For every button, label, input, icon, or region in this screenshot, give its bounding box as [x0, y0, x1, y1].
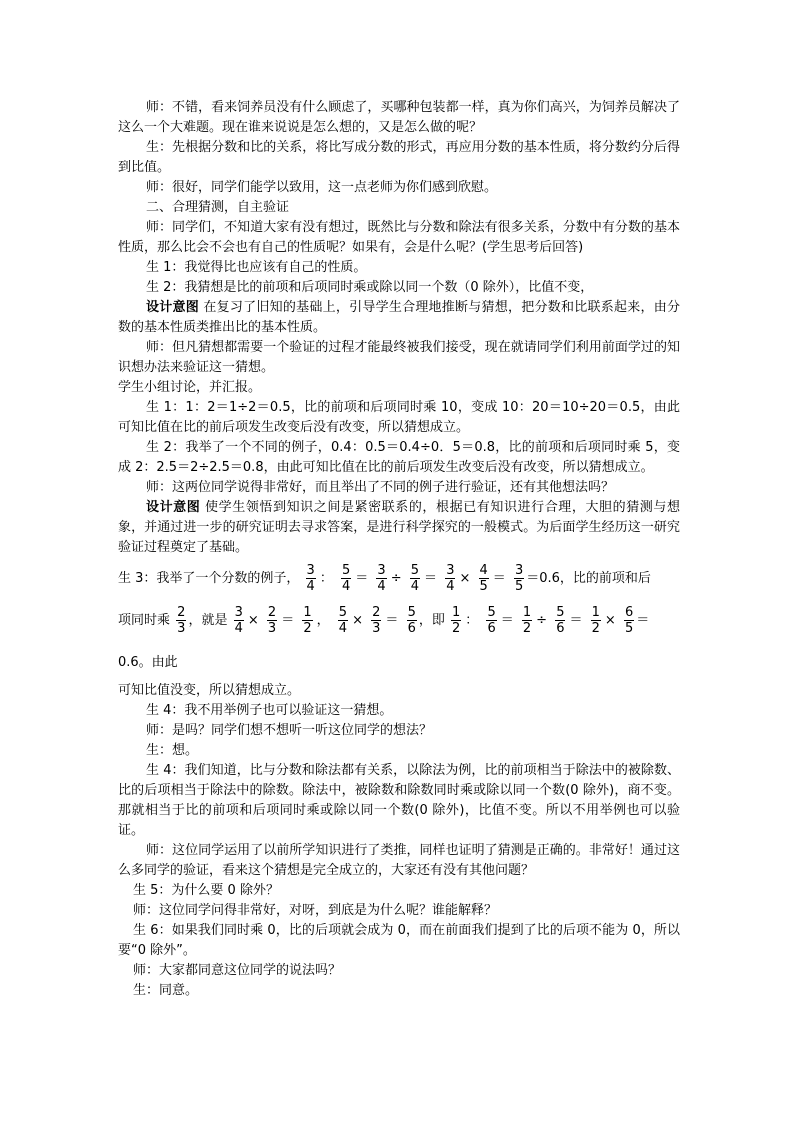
paragraph: 可知比值没变，所以猜想成立。 — [118, 683, 301, 698]
fraction: $\frac{3}{4}$ — [377, 563, 386, 594]
design-intent-paragraph — [118, 298, 680, 338]
fraction: $\frac{1}{2}$ — [303, 605, 312, 636]
design-intent-text: 在复习了旧知的基础上，引导学生合理地推断与猜想，把分数和比联系起来，由分数的基本性质类推出比的基本性质。 — [118, 300, 680, 335]
paragraph: 师：同学们，不知道大家有没有想过，既然比与分数和除法有很多关系，分数中有分数的基本性质，那么比会不会也有自己的性质呢？如果有，会是什么呢？(学生思考后回答) — [118, 220, 680, 255]
fraction: $\frac{5}{6}$ — [407, 605, 416, 636]
paragraph: 生：先根据分数和比的关系，将比写成分数的形式，再应用分数的基本性质，将分数约分后得到比值。 — [118, 140, 680, 175]
paragraph: 生：想。 — [146, 743, 199, 758]
design-intent-text: 使学生领悟到知识之间是紧密联系的，根据已有知识进行合理，大胆的猜测与想象，并通过进一步的研究证明去寻求答案，是进行科学探究的一般模式。为后面学生经历这一研究验证过程奠定了基础。 — [118, 500, 680, 555]
paragraph: 师：但凡猜想都需要一个验证的过程才能最终被我们接受，现在就请同学们利用前面学过的知识想办法来验证这一猜想。 — [118, 340, 680, 375]
paragraph: 师：是吗？同学们想不想听一听这位同学的想法？ — [146, 723, 433, 738]
math-text: ，就是 — [188, 613, 228, 628]
fraction: $\frac{3}{5}$ — [514, 563, 524, 594]
paragraph: 学生小组讨论，并汇报。 — [118, 380, 262, 395]
fraction: $\frac{2}{3}$ — [267, 605, 277, 636]
paragraph: 师：很好，同学们能学以致用，这一点老师为你们感到欣慰。 — [146, 180, 498, 195]
fraction: $\frac{5}{4}$ — [410, 563, 420, 594]
math-text: 项同时乘 — [118, 613, 171, 628]
math-text: 生 3：我举了一个分数的例子， — [118, 571, 300, 586]
paragraph: 生 1：1：2＝1÷2＝0.5，比的前项和后项同时乘 10，变成 10：20＝10÷20＝0.5，由此可知比值在比的前后项发生改变后没有改变，所以猜想成立。 — [118, 400, 680, 435]
document-page — [118, 98, 680, 1001]
fraction: $\frac{2}{3}$ — [372, 605, 381, 636]
paragraph: 生 2：我猜想是比的前项和后项同时乘或除以同一个数（0 除外），比值不变， — [146, 280, 594, 295]
paragraph: 生 5：为什么要 0 除外？ — [133, 883, 279, 898]
paragraph: 生 4：我们知道，比与分数和除法都有关系，以除法为例，比的前项相当于除法中的被除数、比的后项相当于除法中的除数。除法中，被除数和除数同时乘或除以同一个数(0 除外)，商不变。那就相当于比的前项和后项同时乘或除以同一个数(0 除外)，比值不变。所以不用举例也可以验证。 — [118, 763, 680, 838]
paragraph: 师：这位同学运用了以前所学知识进行了类推，同样也证明了猜测是正确的。非常好！通过这么多同学的验证，看来这个猜想是完全成立的，大家还有没有其他问题？ — [118, 843, 680, 878]
fraction: $\frac{3}{4}$ — [234, 605, 243, 636]
math-text: ，即 — [418, 613, 445, 628]
fraction: $\frac{5}{6}$ — [487, 605, 496, 636]
paragraph: 生 2：我举了一个不同的例子，0.4：0.5＝0.4÷0．5＝0.8，比的前项和后项同时乘 5，变成 2：2.5＝2÷2.5＝0.8，由此可知比值在比的前后项发生改变后没有改变，所以猜想成立。 — [118, 440, 680, 475]
fraction: $\frac{1}{2}$ — [522, 605, 532, 636]
design-intent-label: 设计意图 — [146, 300, 199, 315]
fraction: $\frac{5}{6}$ — [556, 605, 565, 636]
section-heading: 二、合理猜测，自主验证 — [146, 200, 290, 215]
paragraph: 师：不错，看来饲养员没有什么顾虑了，买哪种包装都一样，真为你们高兴，为饲养员解决了这么一个大难题。现在谁来说说是怎么想的，又是怎么做的呢？ — [118, 100, 680, 135]
paragraph: 生 4：我不用举例子也可以验证这一猜想。 — [146, 703, 393, 718]
fraction: $\frac{5}{4}$ — [341, 563, 351, 594]
fraction: $\frac{1}{2}$ — [591, 605, 600, 636]
fraction: $\frac{2}{3}$ — [177, 605, 186, 636]
fraction: $\frac{5}{4}$ — [338, 605, 348, 636]
fraction: $\frac{1}{2}$ — [452, 605, 461, 636]
math-text: ＝0.6，比的前项和后 — [526, 571, 651, 586]
paragraph: 生 1：我觉得比也应该有自己的性质。 — [146, 260, 367, 275]
paragraph: 生：同意。 — [133, 983, 199, 998]
design-intent-label: 设计意图 — [146, 500, 201, 515]
paragraph: 生 6：如果我们同时乘 0，比的后项就会成为 0，而在前面我们提到了比的后项不能为 0，所以要“0 除外”。 — [118, 923, 680, 958]
fraction: $\frac{3}{4}$ — [446, 563, 455, 594]
design-intent-paragraph — [118, 498, 680, 558]
fraction: $\frac{6}{5}$ — [624, 605, 634, 636]
math-paragraph-line-2: 项同时乘 $\frac{2}{3}$ ，就是 $\frac{3}{4}$ × $\frac{2}{3}$ ＝ $\frac{1}{2}$ ， $\frac{5}{4}$ × $\frac{2}{3}$ ＝ $\frac{5}{6}$ ，即 $\frac{1}{2}$ ： $\frac{5}{6}$ ＝ $\frac{1}{2}$ ÷ $\frac{5}{6}$ ＝ $\frac{1}{2}$ × $\frac{6}{5}$ ＝0.6。由此 — [118, 605, 650, 670]
math-text: ＝0.6。由此 — [118, 613, 650, 670]
paragraph: 师：这位同学问得非常好，对呀，到底是为什么呢？谁能解释？ — [133, 903, 498, 918]
math-paragraph-line-1: 生 3：我举了一个分数的例子， $\frac{3}{4}$ ： $\frac{5}{4}$ ＝ $\frac{3}{4}$ ÷ $\frac{5}{4}$ ＝ $\frac{3}{4}$ × $\frac{4}{5}$ ＝ $\frac{3}{5}$ ＝0.6，比的前项和后 — [118, 563, 651, 594]
paragraph: 师：大家都同意这位同学的说法吗？ — [133, 963, 342, 978]
fraction: $\frac{4}{5}$ — [479, 563, 488, 594]
paragraph: 师：这两位同学说得非常好，而且举出了不同的例子进行验证，还有其他想法吗？ — [146, 480, 615, 495]
fraction: $\frac{3}{4}$ — [306, 563, 315, 594]
